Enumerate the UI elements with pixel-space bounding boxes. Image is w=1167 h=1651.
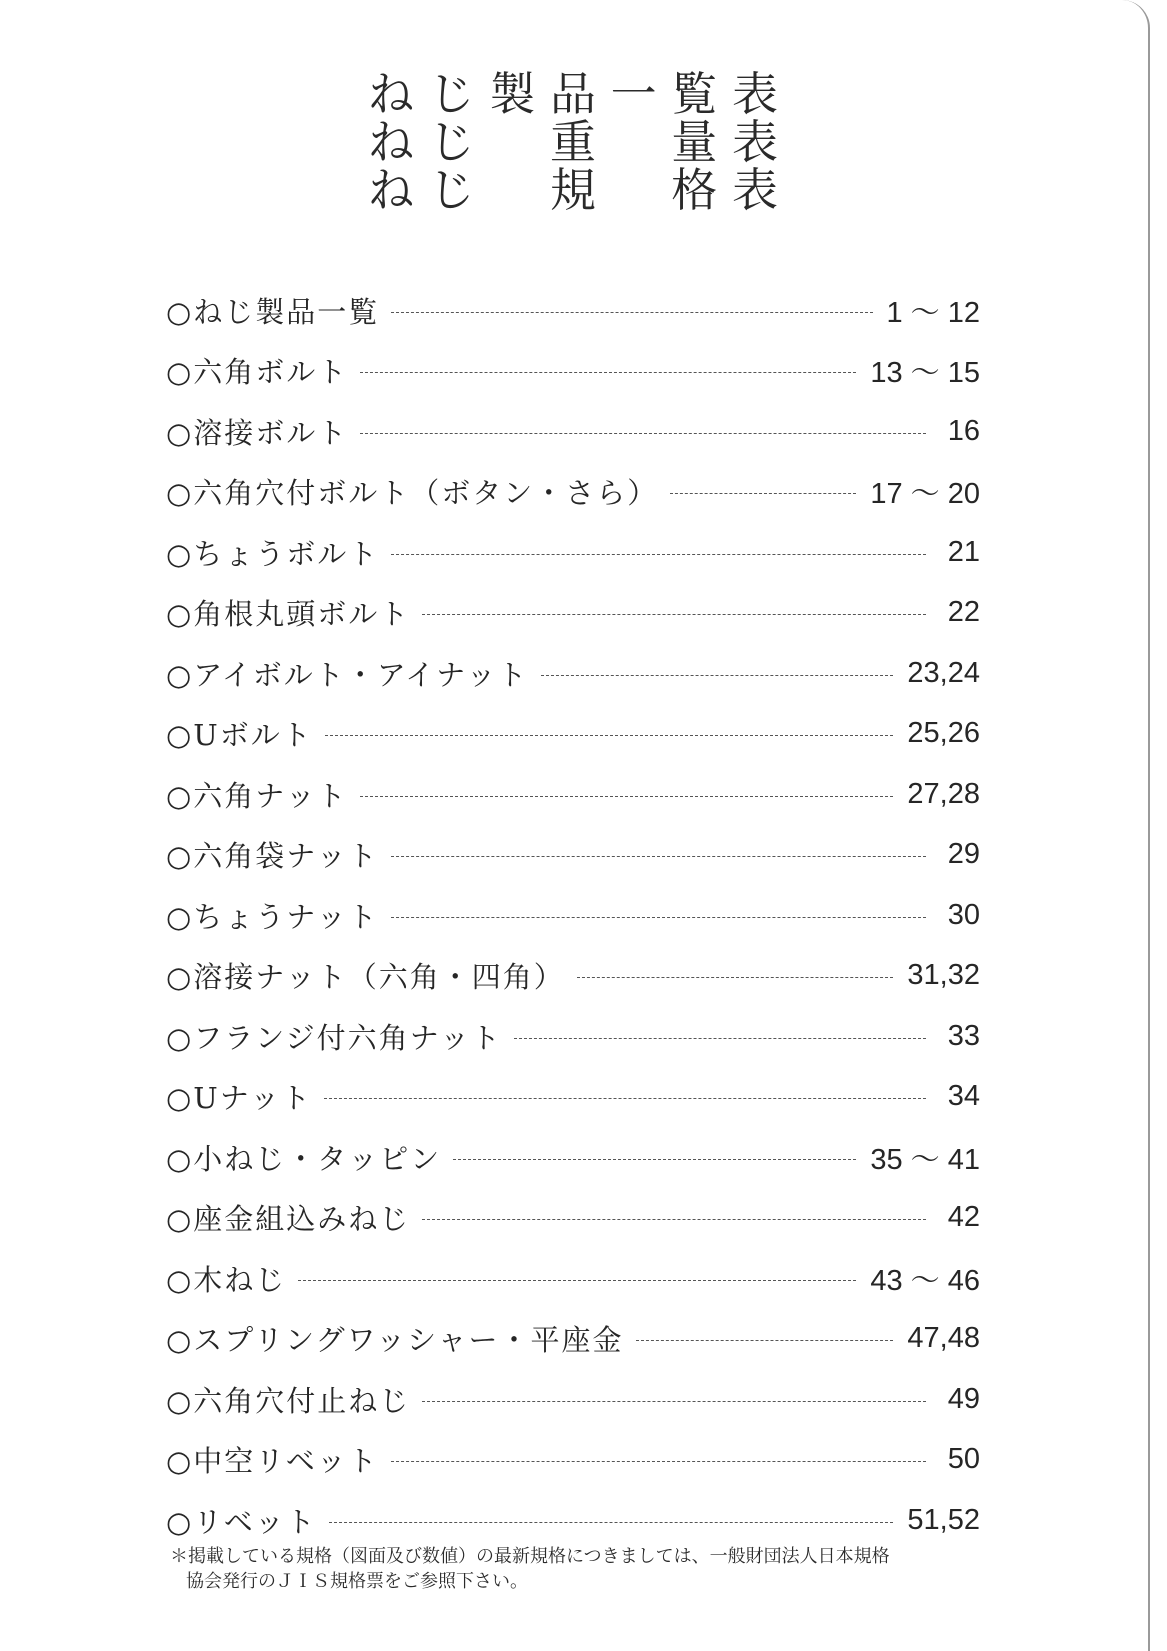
toc-page: 23,24 — [907, 656, 980, 689]
title-char: 表 — [731, 115, 778, 169]
toc-row — [166, 341, 980, 402]
toc-label: ○ちょうボルト — [166, 536, 380, 571]
title-char: 品 — [549, 67, 596, 121]
toc-page: 21 — [947, 535, 980, 568]
dotted-leader — [636, 1340, 894, 1341]
dotted-leader — [325, 735, 894, 736]
toc-row — [166, 1369, 980, 1430]
toc-page: 25,26 — [907, 717, 980, 750]
toc-page: 34 — [947, 1080, 980, 1113]
toc-row — [166, 1067, 980, 1128]
title-char: 量 — [671, 115, 718, 169]
toc-page: 51,52 — [907, 1503, 980, 1536]
table-of-contents — [166, 280, 980, 1551]
title-char — [611, 118, 657, 166]
toc-label: ○Uボルト — [166, 718, 313, 753]
title-char: 重 — [549, 115, 596, 169]
footnote-line-2: 協会発行のＪＩＳ規格票をご参照下さい。 — [186, 1571, 528, 1592]
title-line-2 — [368, 115, 778, 169]
toc-label: ○六角袋ナット — [166, 839, 379, 874]
toc-label: ○ねじ製品一覧 — [166, 294, 380, 329]
toc-row — [166, 1127, 980, 1188]
toc-row — [166, 1309, 980, 1370]
toc-row — [166, 825, 980, 886]
dotted-leader — [298, 1280, 856, 1281]
dotted-leader — [360, 433, 926, 434]
title-char — [611, 166, 657, 214]
toc-label: ○中空リベット — [166, 1444, 379, 1479]
dotted-leader — [360, 372, 856, 373]
title-char — [489, 166, 535, 214]
dotted-leader — [422, 1401, 926, 1402]
title-block — [368, 67, 778, 217]
dotted-leader — [514, 1038, 926, 1039]
toc-label: ○Uナット — [166, 1081, 313, 1116]
toc-row — [166, 885, 980, 946]
footnote-line-1: ＊掲載している規格（図面及び数値）の最新規格につきましては、一般財団法人日本規格 — [170, 1546, 890, 1567]
toc-page: 16 — [947, 414, 980, 447]
dotted-leader — [391, 856, 926, 857]
title-char: ね — [368, 67, 414, 121]
title-char: ね — [368, 115, 414, 169]
toc-page: 35 ～ 41 — [870, 1143, 980, 1176]
dotted-leader — [360, 796, 894, 797]
toc-page: 17 ～ 20 — [870, 478, 980, 511]
toc-page: 42 — [947, 1201, 980, 1234]
toc-page: 47,48 — [907, 1322, 980, 1355]
toc-label: ○六角穴付ボルト（ボタン・さら） — [166, 476, 659, 511]
toc-page: 29 — [947, 838, 980, 871]
dotted-leader — [391, 554, 926, 555]
dotted-leader — [422, 614, 926, 615]
toc-label: ○ちょうナット — [166, 899, 379, 934]
toc-page: 22 — [947, 596, 980, 629]
footnote — [170, 1544, 990, 1594]
title-line-1 — [368, 67, 778, 121]
toc-label: ○角根丸頭ボルト — [166, 597, 411, 632]
toc-label: ○六角ナット — [166, 778, 348, 813]
toc-row — [166, 1430, 980, 1491]
toc-row — [166, 401, 980, 462]
toc-label: ○六角穴付止ねじ — [166, 1383, 411, 1418]
toc-label: ○アイボルト・アイナット — [166, 657, 529, 692]
title-char: 製 — [489, 67, 536, 121]
title-char: じ — [428, 67, 475, 121]
title-char: じ — [428, 163, 475, 217]
toc-label: ○木ねじ — [166, 1262, 287, 1297]
toc-label: ○座金組込みねじ — [166, 1202, 411, 1237]
title-char — [489, 118, 535, 166]
toc-row — [166, 280, 980, 341]
title-char: 一 — [610, 67, 657, 121]
toc-label: ○溶接ナット（六角・四角） — [166, 960, 565, 995]
dotted-leader — [391, 312, 872, 313]
toc-row — [166, 1490, 980, 1551]
toc-label: ○溶接ボルト — [166, 415, 349, 450]
toc-label: ○リベット — [166, 1504, 317, 1539]
title-char: 表 — [731, 163, 778, 217]
toc-label: ○小ねじ・タッピン — [166, 1141, 442, 1176]
toc-row — [166, 704, 980, 765]
toc-row — [166, 764, 980, 825]
dotted-leader — [329, 1522, 894, 1523]
dotted-leader — [391, 1461, 926, 1462]
toc-row — [166, 643, 980, 704]
title-char: 覧 — [671, 67, 718, 121]
toc-row — [166, 583, 980, 644]
dotted-leader — [391, 917, 926, 918]
dotted-leader — [324, 1098, 926, 1099]
toc-page: 13 ～ 15 — [870, 357, 980, 390]
dotted-leader — [453, 1159, 856, 1160]
toc-page: 1 ～ 12 — [886, 296, 980, 329]
toc-row — [166, 522, 980, 583]
title-char: 表 — [731, 67, 778, 121]
toc-page: 33 — [947, 1019, 980, 1052]
toc-row — [166, 1006, 980, 1067]
toc-label: ○フランジ付六角ナット — [166, 1020, 502, 1055]
toc-label: ○六角ボルト — [166, 355, 349, 390]
title-char: じ — [428, 115, 475, 169]
toc-page: 43 ～ 46 — [870, 1264, 980, 1297]
toc-row — [166, 1248, 980, 1309]
toc-page: 50 — [947, 1443, 980, 1476]
toc-page: 49 — [947, 1382, 980, 1415]
toc-page: 30 — [947, 898, 980, 931]
dotted-leader — [422, 1219, 926, 1220]
toc-row — [166, 1188, 980, 1249]
toc-label: ○スプリングワッシャー・平座金 — [166, 1323, 624, 1358]
title-char: 格 — [671, 163, 718, 217]
dotted-leader — [670, 493, 856, 494]
toc-page: 27,28 — [907, 777, 980, 810]
dotted-leader — [541, 675, 894, 676]
title-char: 規 — [549, 163, 596, 217]
title-char: ね — [368, 163, 414, 217]
toc-row — [166, 462, 980, 523]
toc-row — [166, 946, 980, 1007]
title-line-3 — [368, 163, 778, 217]
toc-page: 31,32 — [907, 959, 980, 992]
dotted-leader — [577, 977, 894, 978]
